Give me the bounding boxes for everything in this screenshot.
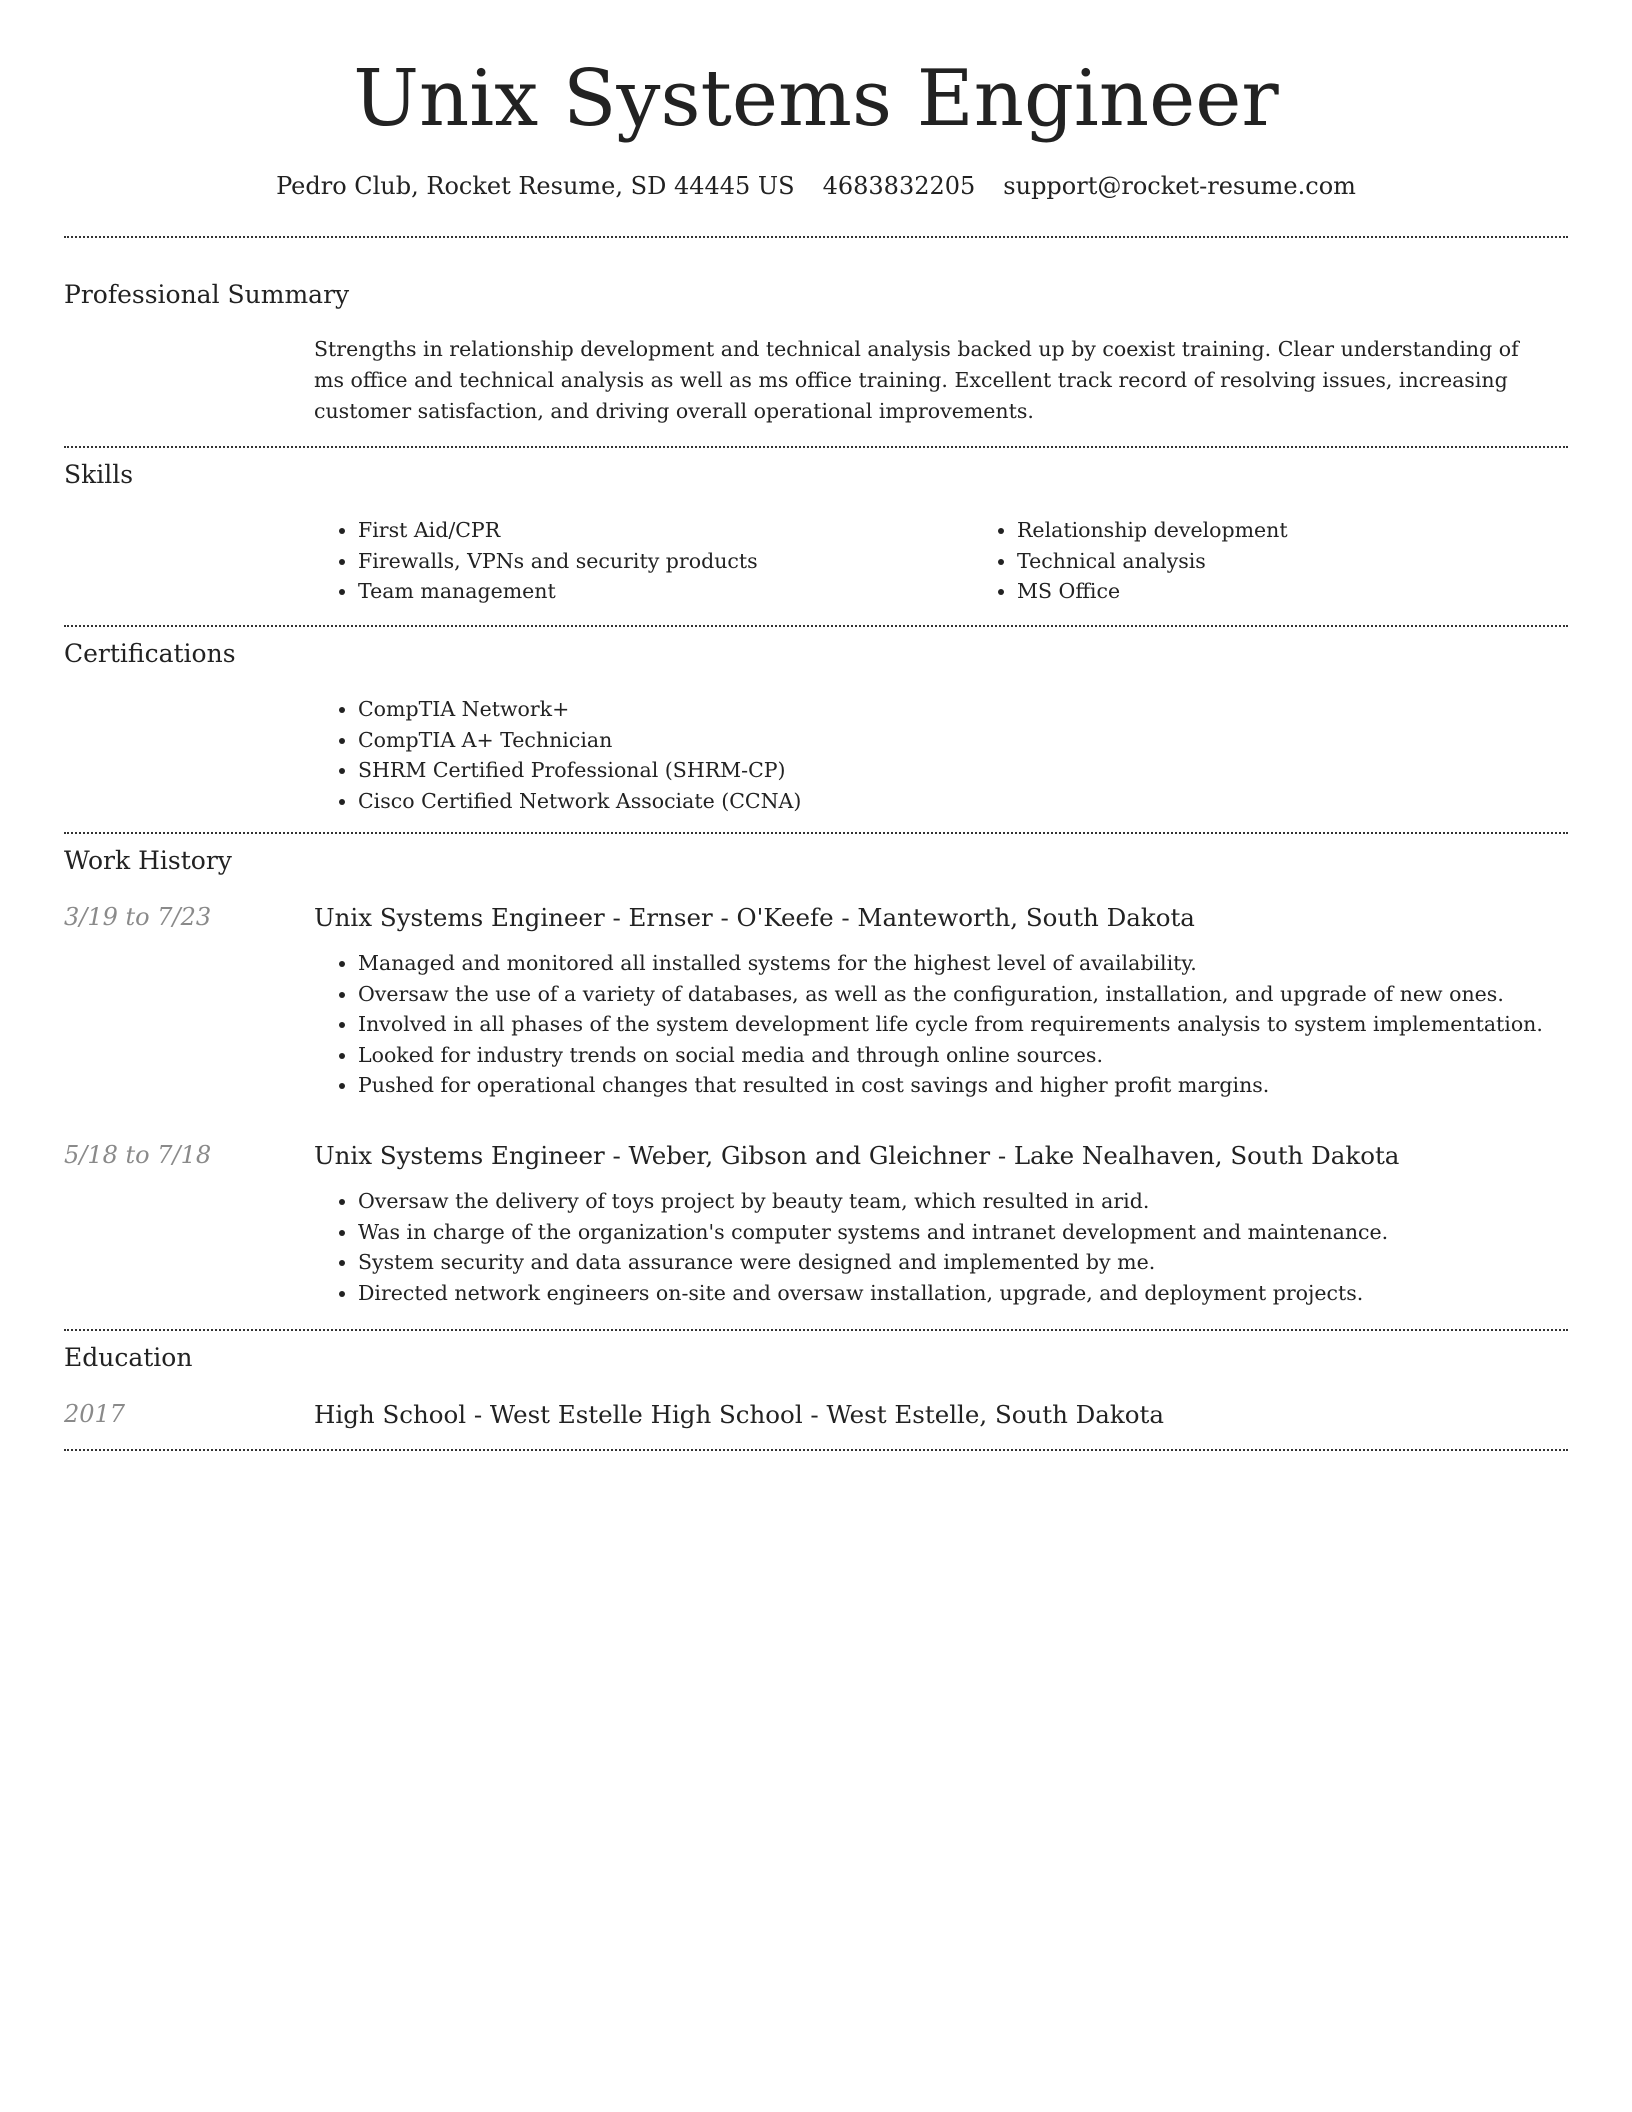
skills-section bbox=[64, 448, 1568, 625]
education-heading: High School - West Estelle High School - West Estelle, South Dakota bbox=[314, 1400, 1164, 1429]
job-entry bbox=[64, 1141, 1568, 1308]
section-title-education: Education bbox=[64, 1343, 193, 1372]
job-entry bbox=[64, 903, 1568, 1101]
skill-item: • Firewalls, VPNs and security products bbox=[358, 546, 973, 577]
contact-line bbox=[64, 172, 1568, 200]
certifications-list bbox=[314, 694, 1568, 816]
certification-item: • SHRM Certified Professional (SHRM-CP) bbox=[358, 755, 1568, 786]
job-dates: 5/18 to 7/18 bbox=[64, 1141, 212, 1169]
contact-email: support@rocket-resume.com bbox=[1003, 172, 1356, 200]
skill-item: • First Aid/CPR bbox=[358, 515, 973, 546]
job-heading: Unix Systems Engineer - Weber, Gibson and Gleichner - Lake Nealhaven, South Dakota bbox=[314, 1141, 1400, 1170]
job-dates: 3/19 to 7/23 bbox=[64, 903, 212, 931]
job-heading: Unix Systems Engineer - Ernser - O'Keefe - Manteworth, South Dakota bbox=[314, 903, 1195, 932]
divider bbox=[64, 1449, 1568, 1451]
skill-item: • MS Office bbox=[1017, 576, 1632, 607]
job-bullet: • Oversaw the use of a variety of databases, as well as the configuration, installation, and upgrade of new ones. bbox=[358, 979, 1568, 1010]
skills-list-right bbox=[973, 515, 1632, 607]
job-bullet: • Managed and monitored all installed systems for the highest level of availability. bbox=[358, 948, 1568, 979]
summary-text: Strengths in relationship development and technical analysis backed up by coexist training. Clear understanding of ms office and technical analysis as well as ms office training. Excellent track record of resolving issues, increasing customer satisfaction, and driving overall operational improvements. bbox=[314, 337, 1519, 423]
work-history-section bbox=[64, 834, 1568, 1329]
skill-item: • Relationship development bbox=[1017, 515, 1632, 546]
job-bullets bbox=[314, 1186, 1568, 1308]
education-year: 2017 bbox=[64, 1400, 126, 1428]
job-bullet: • Oversaw the delivery of toys project by beauty team, which resulted in arid. bbox=[358, 1186, 1568, 1217]
page-title: Unix Systems Engineer bbox=[353, 54, 1279, 144]
certifications-section bbox=[64, 627, 1568, 832]
job-bullet: • Directed network engineers on-site and oversaw installation, upgrade, and deployment projects. bbox=[358, 1278, 1568, 1309]
job-bullet: • Pushed for operational changes that resulted in cost savings and higher profit margins. bbox=[358, 1070, 1568, 1101]
section-title-skills: Skills bbox=[64, 460, 134, 489]
skill-item: • Technical analysis bbox=[1017, 546, 1632, 577]
skills-list-left bbox=[314, 515, 973, 607]
job-bullets bbox=[314, 948, 1568, 1101]
section-title-certifications: Certifications bbox=[64, 639, 236, 668]
job-bullet: • Involved in all phases of the system development life cycle from requirements analysis to system implementation. bbox=[358, 1009, 1568, 1040]
job-bullet: • System security and data assurance were designed and implemented by me. bbox=[358, 1247, 1568, 1278]
job-bullet: • Was in charge of the organization's computer systems and intranet development and maintenance. bbox=[358, 1217, 1568, 1248]
section-title-work-history: Work History bbox=[64, 846, 232, 875]
certification-item: • CompTIA Network+ bbox=[358, 694, 1568, 725]
education-entry bbox=[64, 1400, 1568, 1429]
contact-address: Pedro Club, Rocket Resume, SD 44445 US bbox=[276, 172, 795, 200]
skill-item: • Team management bbox=[358, 576, 973, 607]
summary-section bbox=[64, 238, 1568, 446]
education-section bbox=[64, 1331, 1568, 1449]
certification-item: • CompTIA A+ Technician bbox=[358, 725, 1568, 756]
job-bullet: • Looked for industry trends on social media and through online sources. bbox=[358, 1040, 1568, 1071]
contact-phone: 4683832205 bbox=[822, 172, 976, 200]
certification-item: • Cisco Certified Network Associate (CCNA) bbox=[358, 786, 1568, 817]
section-title-summary: Professional Summary bbox=[64, 280, 350, 309]
